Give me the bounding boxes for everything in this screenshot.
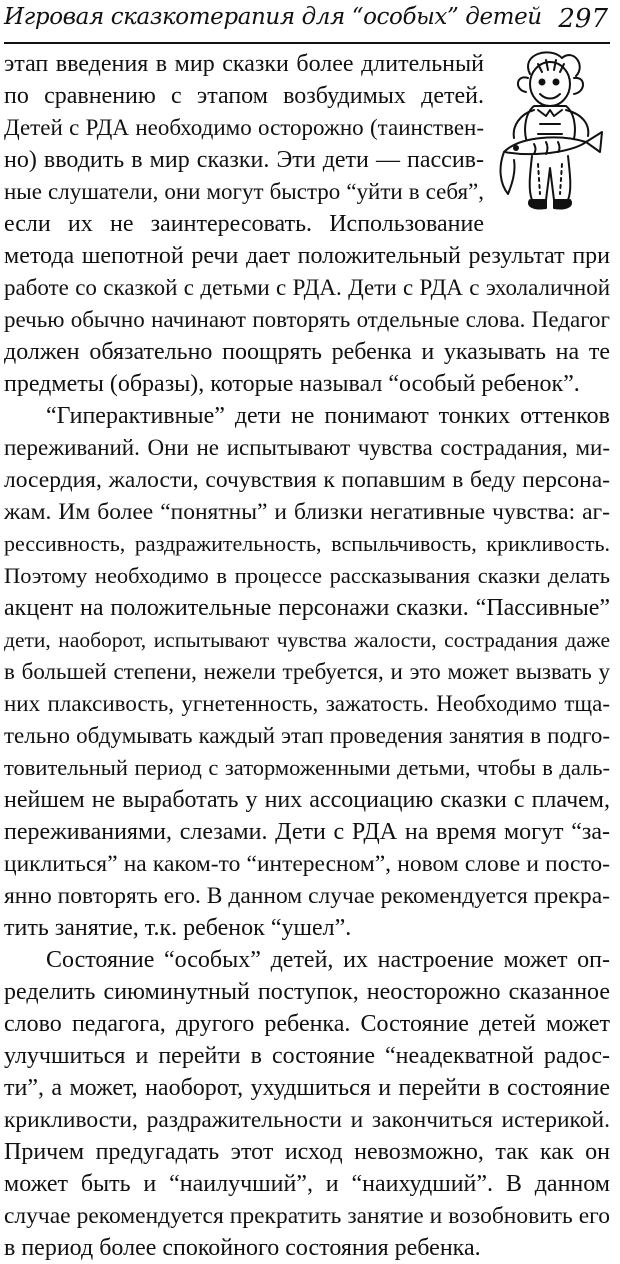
text-line: предметы (образы), которые называл “особый ребенок”.	[4, 371, 580, 397]
text-line: Причем предугадать этот исход невозможно, так как он	[4, 1139, 610, 1165]
text-line: переживаний. Они не испытывают чувства сострадания, ми-	[4, 435, 610, 460]
text-line: циклиться” на каком-то “интересном”, новом слове и посто-	[4, 851, 610, 877]
text-line: тельно обдумывать каждый этап проведения занятия в подго-	[4, 723, 610, 748]
child-figure-with-fish-icon	[490, 44, 610, 212]
text-line: ти”, а может, наоборот, ухудшиться и перейти в состояние	[4, 1075, 610, 1101]
text-line: речью обычно начинают повторять отдельные слова. Педагог	[4, 307, 610, 332]
text-line: “Гиперактивные” дети не понимают тонких оттенков	[46, 403, 610, 429]
text-line: если их не заинтересовать. Использование	[4, 211, 484, 237]
text-line: улучшиться и перейти в состояние “неадекватной радос-	[4, 1043, 610, 1069]
text-line: дети, наоборот, испытывают чувства жалости, сострадания даже	[4, 628, 610, 652]
text-line: рессивность, раздражительность, вспыльчивость, крикливость.	[4, 531, 610, 556]
text-line: Поэтому необходимо в процессе рассказывания сказки делать	[4, 563, 610, 588]
text-line: Детей с РДА необходимо осторожно (таинствен-	[4, 115, 484, 140]
text-line: янно повторять его. В данном случае рекомендуется прекра-	[4, 883, 610, 909]
page-number: 297	[558, 4, 608, 34]
text-line: в период более спокойного состояния ребенка.	[4, 1235, 481, 1261]
text-line: нейшем не выработать у них ассоциацию сказки с плачем,	[4, 787, 610, 813]
running-title: Игровая сказкотерапия для “особых” детей	[4, 4, 542, 30]
text-line: жам. Им более “понятны” и близки негативные чувства: аг-	[4, 499, 610, 525]
text-line: может быть и “наилучший”, и “наихудший”. В данном	[4, 1171, 610, 1197]
text-line: товительный период с заторможенными детьми, чтобы в даль-	[4, 755, 610, 780]
text-line: тить занятие, т.к. ребенок “ушел”.	[4, 915, 352, 941]
text-line: слово педагога, другого ребенка. Состояние детей может	[4, 1011, 610, 1037]
text-line: ные слушатели, они могут быстро “уйти в себя”,	[4, 179, 484, 204]
text-line: но) вводить в мир сказки. Эти дети — пассив-	[4, 147, 484, 173]
text-line: акцент на положительные персонажи сказки. “Пассивные”	[4, 595, 610, 621]
text-line: этап введения в мир сказки более длительный	[4, 51, 484, 77]
running-header	[4, 2, 610, 44]
text-line: в большей степени, нежели требуется, и это может вызвать у	[4, 659, 610, 684]
text-line: случае рекомендуется прекратить занятие и возобновить его	[4, 1203, 610, 1229]
text-line: Состояние “особых” детей, их настроение может оп-	[46, 947, 610, 973]
text-line: должен обязательно поощрять ребенка и указывать на те	[4, 339, 610, 365]
text-line: лосердия, жалости, сочувствия к попавшим в беду персона-	[4, 467, 610, 493]
text-line: метода шепотной речи дает положительный результат при	[4, 243, 610, 269]
text-line: по сравнению с этапом возбудимых детей.	[4, 83, 484, 109]
text-line: переживаниями, слезами. Дети с РДА на время могут “за-	[4, 819, 610, 845]
text-line: работе со сказкой с детьми с РДА. Дети с РДА с эхолаличной	[4, 275, 610, 300]
text-line: крикливости, раздражительности и закончиться истерикой.	[4, 1107, 610, 1133]
text-line: них плаксивость, угнетенность, зажатость. Необходимо тща-	[4, 691, 610, 716]
text-line: ределить сиюминутный поступок, неосторожно сказанное	[4, 979, 610, 1005]
